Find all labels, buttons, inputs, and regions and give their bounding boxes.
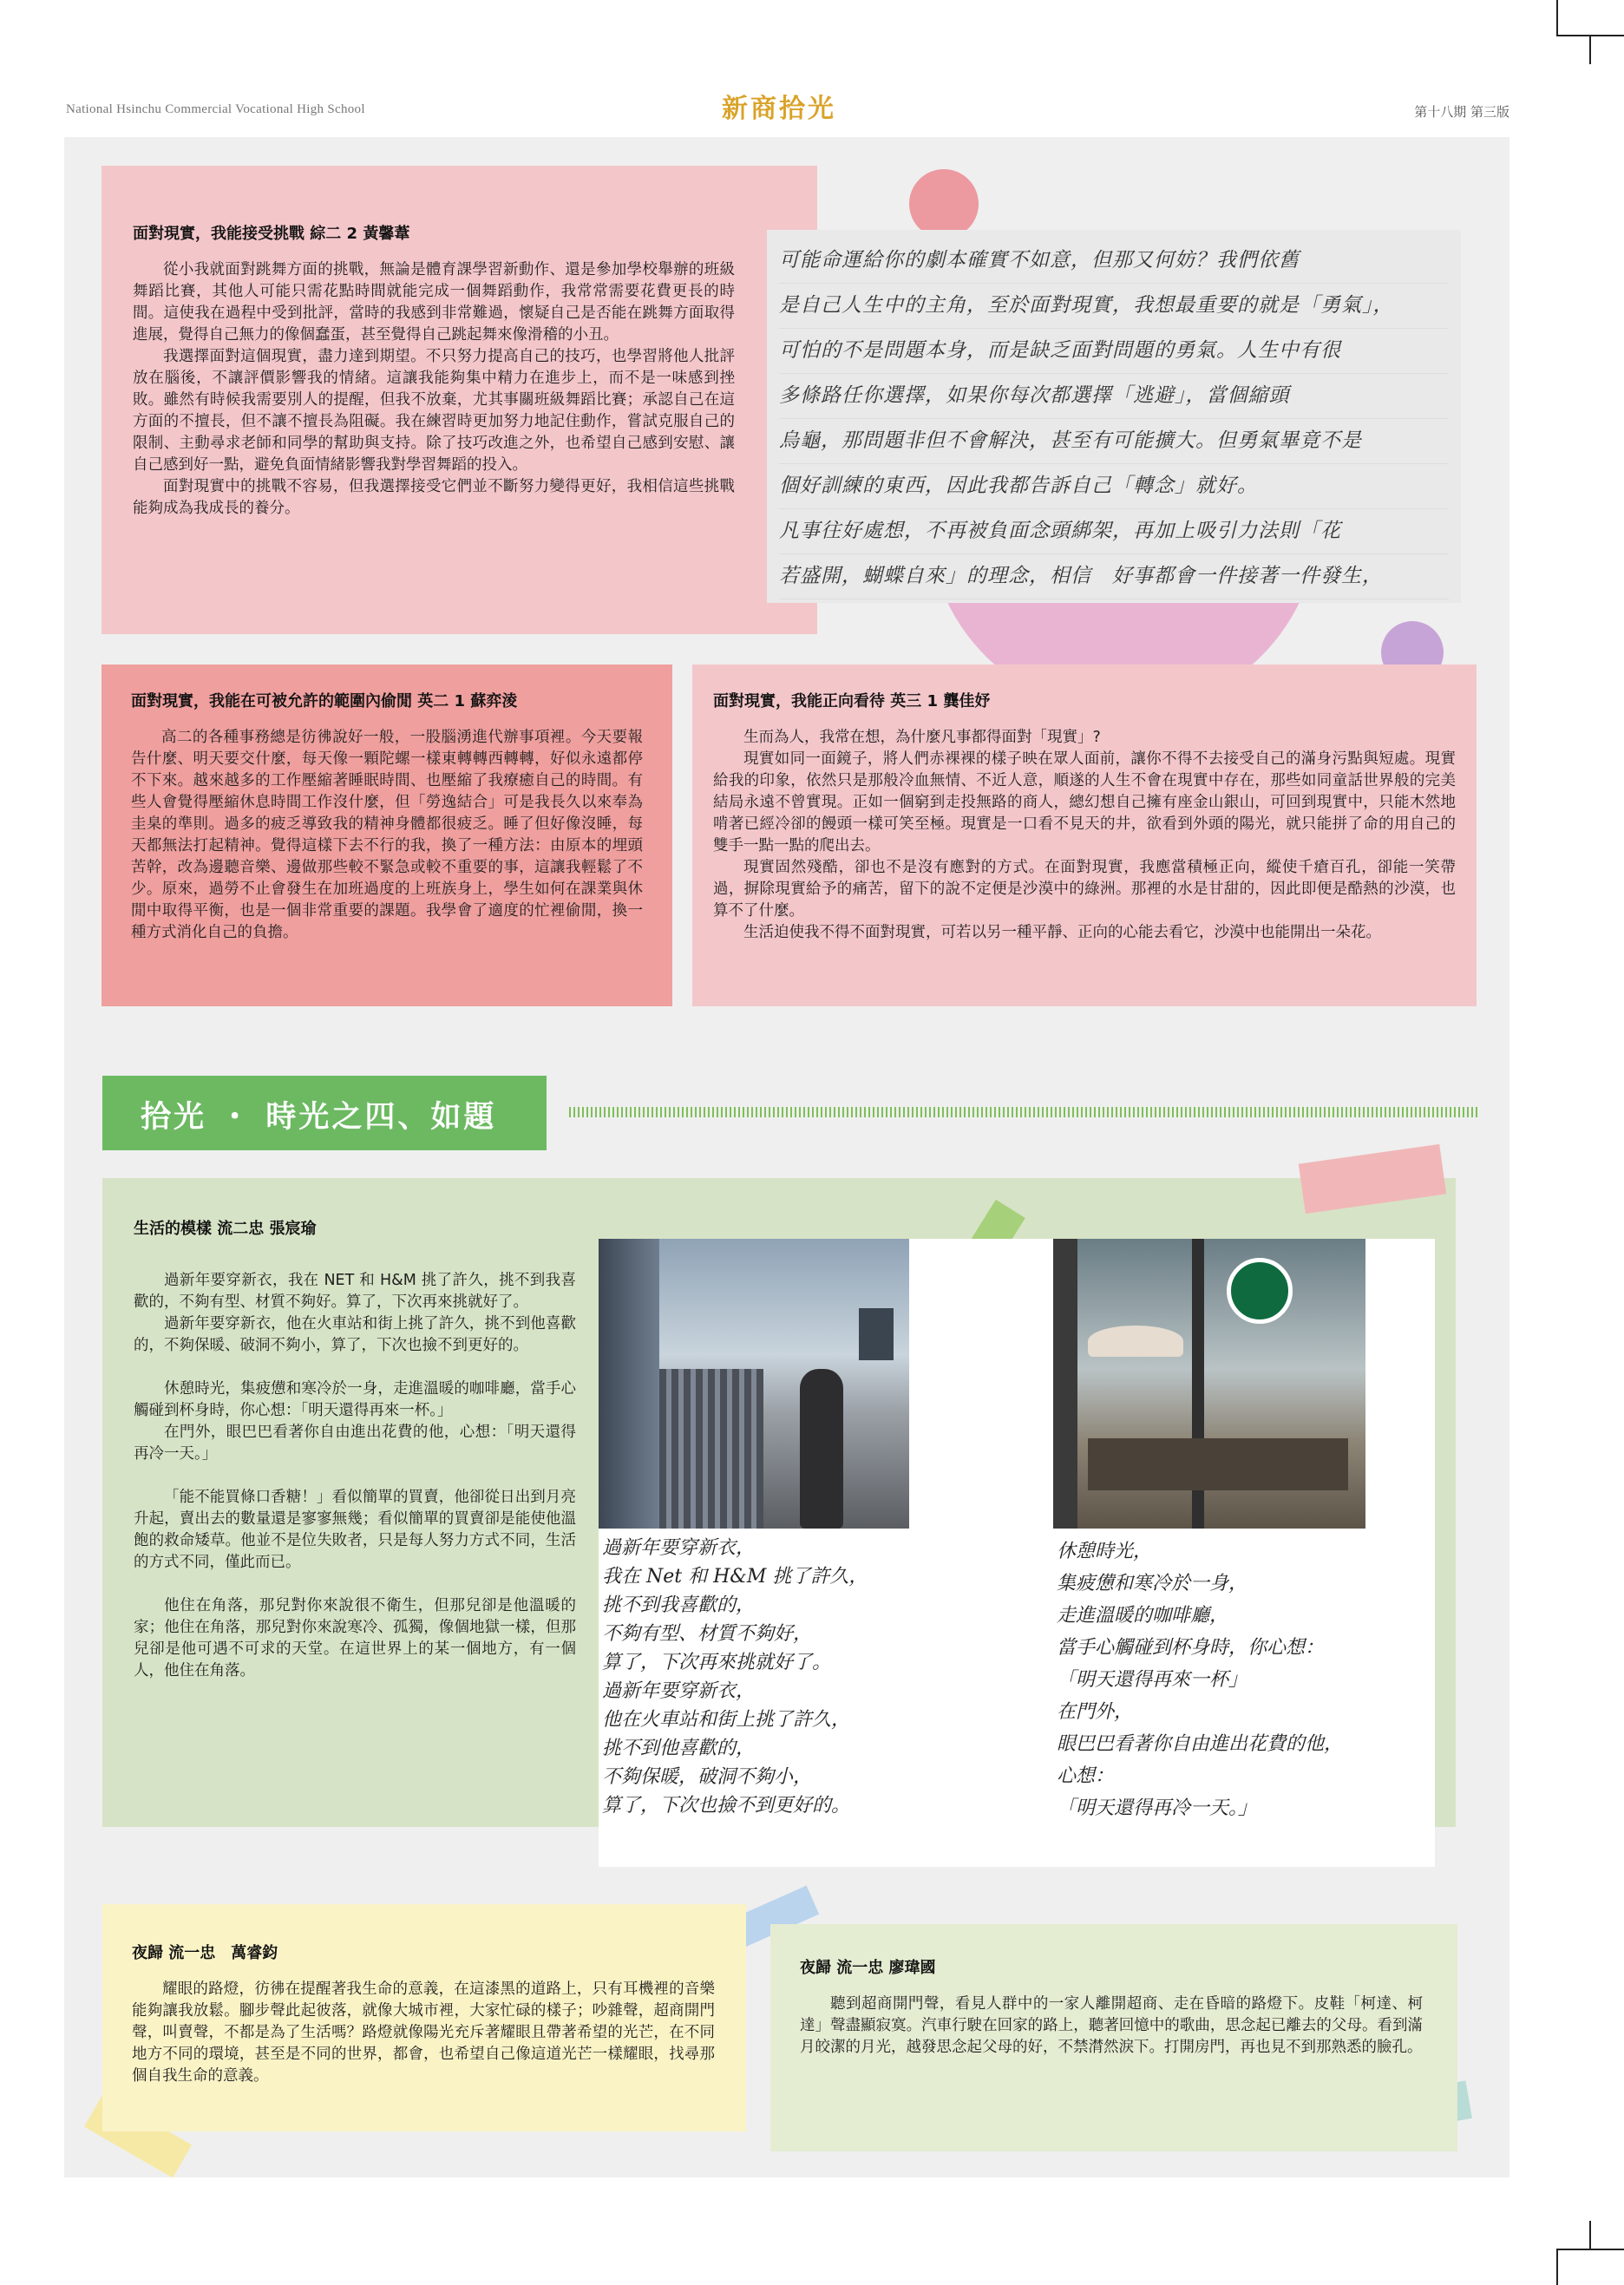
handwriting-line: 個好訓練的東西，因此我都告訴自己「轉念」就好。 [779,464,1449,509]
cafe-photo [1053,1239,1365,1529]
handwriting-line: 若盛開，蝴蝶自來」的理念，相信 好事都會一件接著一件發生， [779,554,1449,599]
article-paragraph: 休憩時光，集疲憊和寒冷於一身，走進溫暖的咖啡廳，當手心觸碰到杯身時，你心想：「明天還得再來一杯。」 [134,1380,576,1419]
handwriting-line: 集疲憊和寒冷於一身， [1057,1573,1248,1594]
article-title: 面對現實，我能正向看待 英三 1 龔佳妤 [713,692,991,710]
photo-collage [599,1239,1435,1867]
section-divider-dotted [569,1107,1478,1117]
handwritten-note-scan [767,230,1461,603]
handwriting-right [1057,1535,1343,1824]
store-sign [859,1308,894,1360]
article-leisure-balance [102,665,672,1006]
handwriting-line: 過新年要穿新衣， [602,1680,756,1702]
handwriting-line: 他在火車站和街上挑了許久， [602,1709,851,1731]
section-title: 拾光 ・ 時光之四、如題 [141,1099,497,1135]
handwriting-line: 走進溫暖的咖啡廳， [1057,1605,1229,1627]
crop-mark-tr-v2 [1589,35,1591,64]
article-paragraph: 現實固然殘酷，卻也不是沒有應對的方式。在面對現實，我應當積極正向，縱使千瘡百孔，卻能一笑帶過，摒除現實給予的痛苦，留下的說不定便是沙漠中的綠洲。那裡的水是甘甜的，因此即便是酷熱的沙漠，也算不了什麼。 [713,859,1456,920]
decor-circle-pink-small [909,169,979,239]
handwriting-line: 可怕的不是問題本身，而是缺乏面對問題的勇氣。人生中有很 [779,329,1449,374]
section-banner [102,1076,547,1150]
handwriting-line: 凡事往好處想，不再被負面念頭綁架，再加上吸引力法則「花 [779,509,1449,554]
issue-number: 第十八期 第三版 [1414,104,1509,120]
handwriting-line: 不夠保暖，破洞不夠小， [602,1766,813,1788]
article-paragraph: 面對現實中的挑戰不容易，但我選擇接受它們並不斷努力變得更好，我相信這些挑戰能夠成為我成長的養分。 [133,478,735,517]
article-paragraph: 從小我就面對跳舞方面的挑戰，無論是體育課學習新動作、還是參加學校舉辦的班級舞蹈比賽，其他人可能只需花點時間就能完成一個舞蹈動作，我常常需要花費更長的時間。這使我在過程中受到批評，當時的我感到非常難過，懷疑自己是否能在跳舞方面取得進展，覺得自己無力的像個蠢蛋，甚至覺得自己跳起舞來像滑稽的小丑。 [133,261,735,344]
article-title: 生活的模樣 流二忠 張宸瑜 [134,1220,317,1238]
handwriting-line: 當手心觸碰到杯身時，你心想： [1057,1637,1325,1659]
article-title: 夜歸 流一忠 廖瑋國 [800,1959,936,1977]
article-paragraph: 生而為人，我常在想，為什麼凡事都得面對「現實」? [743,729,1101,746]
article-positive-view [692,665,1477,1006]
handwriting-line: 挑不到他喜歡的， [602,1738,756,1759]
article-title: 面對現實，我能在可被允許的範圍內偷閒 英二 1 蘇弈淩 [131,692,518,710]
handwriting-line: 不夠有型、材質不夠好， [602,1623,813,1645]
handwriting-line: 是自己人生中的主角，至於面對現實，我想最重要的就是「勇氣」， [779,284,1449,329]
handwriting-line: 眼巴巴看著你自由進出花費的他， [1057,1733,1344,1755]
article-paragraph: 「能不能買條口香糖！」看似簡單的買賣，他卻從日出到月亮升起，賣出去的數量還是寥寥無幾；看似簡單的買賣卻是能使他溫飽的救命矮草。他並不是位失敗者，只是每人努力方式不同，生活的方式不同，僅此而已。 [134,1489,576,1571]
store-shelf [599,1239,659,1529]
crop-mark-br-v [1556,2249,1558,2285]
clothing-store-photo [599,1239,909,1529]
store-rack [659,1369,763,1529]
handwriting-line: 算了，下次也撿不到更好的。 [602,1795,851,1817]
handwriting-line: 心想： [1057,1765,1115,1787]
article-paragraph: 我選擇面對這個現實，盡力達到期望。不只努力提高自己的技巧，也學習將他人批評放在腦後，不讓評價影響我的情緒。這讓我能夠集中精力在進步上，而不是一味感到挫敗。雖然有時候我需要別人的提醒，但我不放棄，尤其事關班級舞蹈比賽；承認自己在這方面的不擅長，但不讓不擅長為阻礙。我在練習時更加努力地記住動作，嘗試克服自己的限制、主動尋求老師和同學的幫助與支持。除了技巧改進之外，也希望自己感到安慰、讓自己感到好一點，避免負面情緒影響我對學習舞蹈的投入。 [133,348,735,474]
handwriting-line: 烏龜，那問題非但不會解決，甚至有可能擴大。但勇氣畢竟不是 [779,419,1449,464]
newsletter-logo: 新商拾光 [722,94,836,124]
article-facing-reality-challenge [102,166,817,634]
article-night-return-2 [770,1924,1457,2151]
handwriting-line: 算了，下次再來挑就好了。 [602,1652,832,1673]
article-night-return-1 [102,1904,746,2131]
handwriting-line: 在門外， [1057,1701,1134,1723]
article-title: 夜歸 流一忠 萬睿鈞 [132,1944,278,1962]
article-paragraph: 他住在角落，那兒對你來說很不衛生，但那兒卻是他溫暖的家；他住在角落，那兒對你來說寒冷、孤獨，像個地獄一樣，但那兒卻是他可遇不可求的天堂。在這世界上的某一個地方，有一個人，他住在角落。 [134,1597,576,1679]
school-name: National Hsinchu Commercial Vocational High School [66,102,365,116]
crop-mark-br-h [1556,2249,1624,2250]
cafe-table [1088,1438,1348,1490]
crop-mark-tr-v [1556,0,1558,35]
article-paragraph: 過新年要穿新衣，他在火車站和街上挑了許久，挑不到他喜歡的，不夠保暖、破洞不夠小，算了，下次也撿不到更好的。 [134,1315,576,1354]
handwriting-line: 「明天還得再來一杯」 [1057,1669,1248,1691]
cafe-umbrella [1088,1326,1183,1357]
article-paragraph: 在門外，眼巴巴看著你自由進出花費的他，心想：「明天還得再冷一天。」 [134,1424,576,1463]
handwriting-line: 休憩時光， [1057,1541,1153,1562]
handwriting-line: 可能命運給你的劇本確實不如意，但那又何妨？我們依舊 [779,239,1449,284]
cafe-logo [1227,1258,1293,1324]
shopper-silhouette [800,1369,843,1529]
article-paragraph: 生活迫使我不得不面對現實，可若以另一種平靜、正向的心能去看它，沙漠中也能開出一朵花。 [743,924,1381,941]
article-title: 面對現實，我能接受挑戰 綜二 2 黃馨葦 [133,225,410,243]
article-paragraph: 過新年要穿新衣，我在 NET 和 H&M 挑了許久，挑不到我喜歡的，不夠有型、材質不夠好。算了，下次再來挑就好了。 [134,1272,576,1311]
window-frame [1053,1239,1077,1529]
article-paragraph: 耀眼的路燈，彷彿在提醒著我生命的意義，在這漆黑的道路上，只有耳機裡的音樂能夠讓我放鬆。腳步聲此起彼落，就像大城市裡，大家忙碌的樣子；吵雜聲，超商開門聲，叫賣聲，不都是為了生活嗎？路燈就像陽光充斥著耀眼且帶著希望的光芒，在不同地方不同的環境，甚至是不同的世界，都會，也希望自己像這道光芒一樣耀眼，找尋那個自我生命的意義。 [132,1981,715,2085]
handwriting-line: 我在 Net 和 H&M 挑了許久， [602,1566,868,1588]
article-paragraph: 高二的各種事務總是彷彿說好一般，一股腦湧進代辦事項裡。今天要報告什麼、明天要交什麼，每天像一顆陀螺一樣東轉轉西轉轉，好似永遠都停不下來。越來越多的工作壓縮著睡眠時間、也壓縮了我療癒自己的時間。有些人會覺得壓縮休息時間工作沒什麼，但「勞逸結合」可是我長久以來奉為圭臬的準則。過多的疲乏導致我的精神身體都很疲乏。睡了但好像沒睡，每天都無法打起精神。覺得這樣下去不行的我，換了一種方法：由原本的埋頭苦幹，改為邊聽音樂、邊做那些較不緊急或較不重要的事，這讓我輕鬆了不少。原來，過勞不止會發生在加班過度的上班族身上，學生如何在課業與休閒中取得平衡，也是一個非常重要的課題。我學會了適度的忙裡偷閒，換一種方式消化自己的負擔。 [131,729,643,941]
crop-mark-br-v2 [1589,2221,1591,2249]
handwriting-left [602,1534,868,1820]
article-paragraph: 現實如同一面鏡子，將人們赤裸裸的樣子映在眾人面前，讓你不得不去接受自己的滿身污點與短處。現實給我的印象，依然只是那般冷血無情、不近人意，順遂的人生不會在現實中存在，那些如同童話世界般的完美結局永遠不曾實現。正如一個窮到走投無路的商人，總幻想自己擁有座金山銀山，可回到現實中，只能木然地啃著已經冷卻的饅頭一樣可笑至極。現實是一口看不見天的井，欲看到外頭的陽光，就只能拼了命的用自己的雙手一點一點的爬出去。 [713,750,1456,854]
handwriting-line: 多條路任你選擇，如果你每次都選擇「逃避」，當個縮頭 [779,374,1449,419]
article-paragraph: 聽到超商開門聲，看見人群中的一家人離開超商、走在昏暗的路燈下。皮鞋「柯達、柯達」聲盡顯寂寞。汽車行駛在回家的路上，聽著回憶中的歌曲，思念起已離去的父母。看到滿月皎潔的月光，越發思念起父母的好，不禁潸然淚下。打開房門，再也見不到那熟悉的臉孔。 [800,1995,1423,2056]
handwriting-line: 「明天還得再冷一天。」 [1057,1797,1258,1819]
handwriting-line: 過新年要穿新衣， [602,1537,756,1559]
handwriting-line: 挑不到我喜歡的， [602,1594,756,1616]
